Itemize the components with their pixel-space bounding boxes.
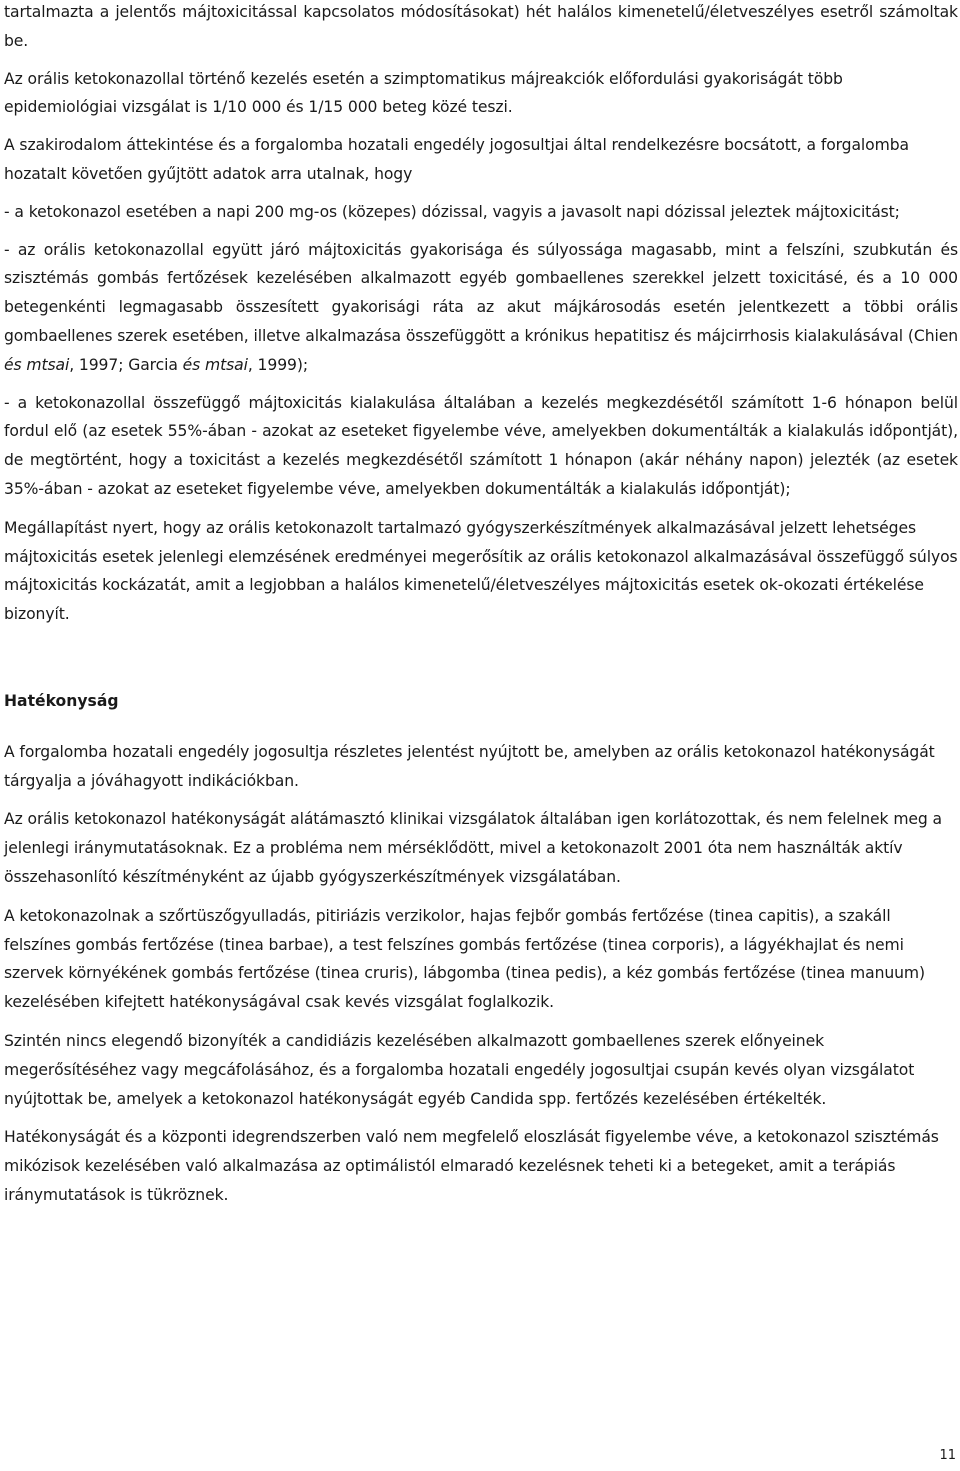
paragraph-systemic-mycoses: Hatékonyságát és a központi idegrendszerben való nem megfelelő eloszlását figyelembe véve, a ketokonazol szisztémás mikózisok kezelésében való alkalmazása az optimálistól elmaradó kezelésnek teheti ki a betegeket, amit a terápiás iránymutatások is tükröznek.: [4, 1128, 939, 1204]
frequency-text-middle: , 1997; Garcia: [69, 355, 183, 374]
page-number: 11: [939, 1448, 956, 1463]
citation-etal-2: és mtsai: [182, 355, 248, 374]
paragraph-tinea-studies: A ketokonazolnak a szőrtüszőgyulladás, pitiriázis verzikolor, hajas fejbőr gombás fertőzése (tinea capitis), a szakáll felszínes gombás fertőzése (tinea barbae), a test felszínes gombás fertőzése (tinea corporis), a lágyékhajlat és nemi szervek környékének gombás fertőzése (tinea cruris), lábgomba (tinea pedis), a kéz gombás fertőzése (tinea manuum) kezelésében kifejtett hatékonyságával csak kevés vizsgálat foglalkozik.: [4, 906, 926, 1012]
frequency-text-before: - az orális ketokonazollal együtt járó májtoxicitás gyakorisága és súlyossága magasabb, mint a felszíni, szubkután és szisztémás gombás fertőzések kezelésében alkalmazott egyéb gombaellenes szerekkel jelzett toxicitásé, és a 10 000 betegenkénti legmagasabb összesített gyakorisági ráta az akut májkárosodás esetén jelentkezett a többi orális gombaellenes szerek esetében, illetve alkalmazása összefüggött a krónikus hepatitisz és májcirrhosis kialakulásával (Chien: [4, 240, 958, 345]
paragraph-onset-point: - a ketokonazollal összefüggő májtoxicitás kialakulása általában a kezelés megkezdésétől számított 1-6 hónapon belül fordul elő (az esetek 55%-ában - azokat az eseteket figyelembe véve, amelyekben dokumentálták a kialakulás időpontját), de megtörtént, hogy a toxicitást a kezelés megkezdésétől számított 1 hónapon (akár néhány napon) jelezték (az esetek 35%-ában - azokat az eseteket figyelembe véve, amelyekben dokumentálták a kialakulás időpontját);: [4, 393, 958, 498]
citation-etal-1: és mtsai: [4, 355, 70, 374]
paragraph-frequency-point: [4, 236, 958, 380]
paragraph-literature-review: A szakirodalom áttekintése és a forgalomba hozatali engedély jogosultjai által rendelkezésre bocsátott, a forgalomba hozatalt követően gyűjtött adatok arra utalnak, hogy: [4, 136, 909, 183]
paragraph-candidiasis: Szintén nincs elegendő bizonyíték a candidiázis kezelésében alkalmazott gombaellenes szerek előnyeinek megerősítéséhez vagy megcáfolásához, és a forgalomba hozatali engedély jogosultjai csupán kevés olyan vizsgálatot nyújtottak be, amelyek a ketokonazol hatékonyságát egyéb Candida spp. fertőzés kezelésében értékelték.: [4, 1031, 915, 1108]
paragraph-epidemiology: Az orális ketokonazollal történő kezelés esetén a szimptomatikus májreakciók előfordulási gyakoriságát több epidemiológiai vizsgálat is 1/10 000 és 1/15 000 beteg közé teszi.: [4, 69, 843, 117]
section-heading-efficacy: Hatékonyság: [4, 691, 119, 710]
paragraph-conclusion: Megállapítást nyert, hogy az orális ketokonazolt tartalmazó gyógyszerkészítmények alkalmazásával jelzett lehetséges májtoxicitás esetek jelenlegi elemzésének eredményei megerősítik az orális ketokonazol alkalmazásával összefüggő súlyos májtoxicitás kockázatát, amit a legjobban a halálos kimenetelű/életveszélyes májtoxicitás esetek ok-okozati értékelése bizonyít.: [4, 518, 958, 624]
paragraph-clinical-studies: Az orális ketokonazol hatékonyságát alátámasztó klinikai vizsgálatok általában igen korlátozottak, és nem felelnek meg a jelenlegi iránymutatásoknak. Ez a probléma nem mérséklődött, mivel a ketokonazolt 2001 óta nem használták aktív összehasonlító készítményként az újabb gyógyszerkészítmények vizsgálatában.: [4, 810, 943, 886]
paragraph-dose-point: - a ketokonazol esetében a napi 200 mg-os (közepes) dózissal, vagyis a javasolt napi dózissal jeleztek májtoxicitást;: [4, 202, 900, 221]
document-page: [4, 0, 958, 1210]
frequency-text-after: , 1999);: [247, 355, 308, 374]
paragraph-intro-continuation: tartalmazta a jelentős májtoxicitással kapcsolatos módosításokat) hét halálos kimenetelű/életveszélyes esetről számoltak be.: [4, 3, 958, 50]
paragraph-efficacy-report: A forgalomba hozatali engedély jogosultja részletes jelentést nyújtott be, amelyben az orális ketokonazol hatékonyságát tárgyalja a jóváhagyott indikációkban.: [4, 742, 935, 790]
